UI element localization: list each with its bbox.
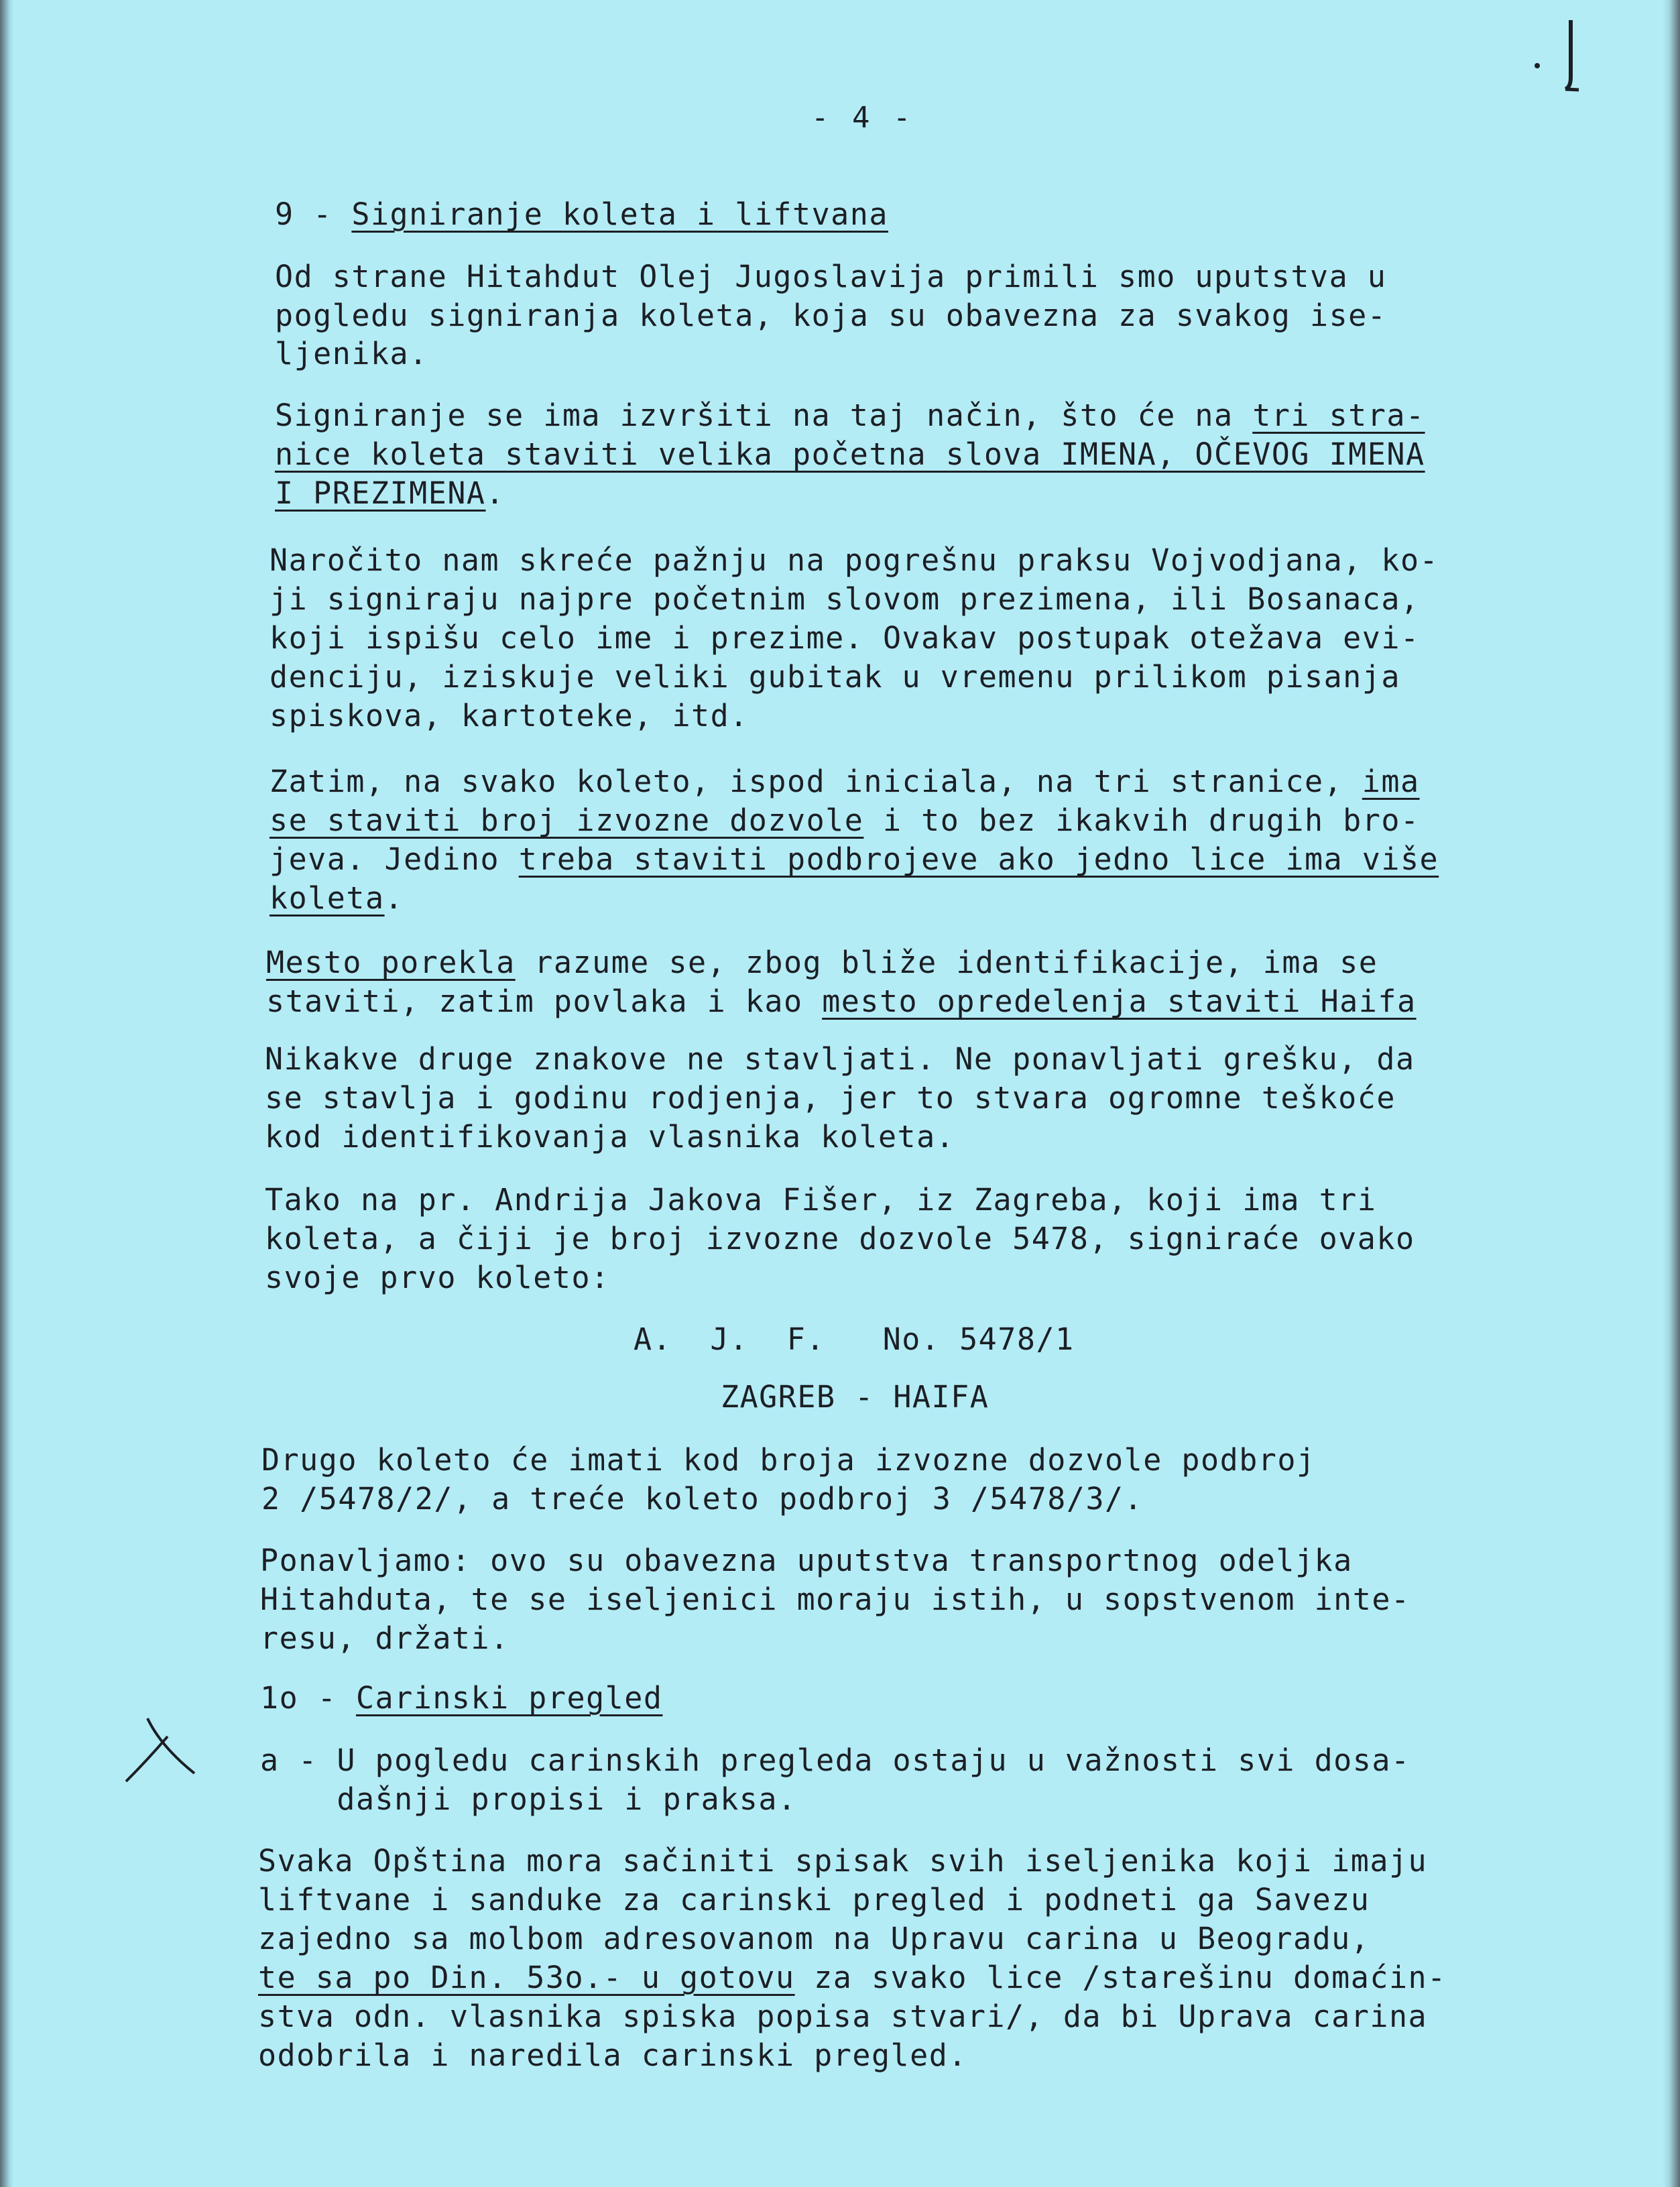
handwritten-x-mark-icon — [121, 1706, 201, 1787]
section-9-number: 9 - — [275, 196, 333, 232]
para4-line4 — [269, 880, 404, 917]
para5-line1-underlined: Mesto porekla — [266, 945, 516, 980]
para4-line3 — [269, 841, 1439, 878]
item-a-line2: dašnji propisi i praksa. — [260, 1781, 797, 1817]
s10-para-line5: stva odn. vlasnika spiska popisa stvari/, da bi Uprava carina — [258, 1999, 1428, 2034]
para5-line1 — [266, 944, 1378, 982]
para3-line2: ji signiraju najpre početnim slovom prezimena, ili Bosanaca, — [269, 581, 1420, 617]
page-number: - 4 - — [811, 101, 914, 135]
s10-para-line4 — [258, 1959, 1447, 1997]
para9-line1: Ponavljamo: ovo su obavezna uputstva transportnog odeljka — [260, 1543, 1353, 1578]
s10-para-line4-underlined: te sa po Din. 53o.- u gotovu — [258, 1960, 795, 1995]
para2-line2: nice koleta staviti velika početna slova IMENA, OČEVOG IMENA — [275, 436, 1425, 472]
para2-line1 — [275, 397, 1425, 434]
para1-line1: Od strane Hitahdut Olej Jugoslavija primili smo uputstva u — [275, 259, 1387, 294]
section-9-title: Signiranje koleta i liftvana — [351, 196, 888, 232]
para6-line3: kod identifikovanja vlasnika koleta. — [265, 1119, 955, 1155]
para6-line2: se stavlja i godinu rodjenja, jer to stvara ogromne teškoće — [265, 1080, 1396, 1116]
scan-left-edge — [0, 0, 13, 2187]
para8-line1: Drugo koleto će imati kod broja izvozne dozvole podbroj — [261, 1442, 1316, 1478]
para7-line2: koleta, a čiji je broj izvozne dozvole 5478, signiraće ovako — [265, 1221, 1415, 1256]
section-10-title: Carinski pregled — [355, 1680, 663, 1716]
para4-line2-text: i to bez ikakvih drugih bro- — [863, 803, 1420, 838]
para4-line2-underlined: se staviti broj izvozne dozvole — [269, 803, 864, 838]
para5-line2 — [266, 983, 1417, 1020]
s10-para-line1: Svaka Opština mora sačiniti spisak svih iseljenika koji imaju — [258, 1843, 1428, 1879]
para2-line3 — [275, 475, 505, 512]
para4-line4-end: . — [384, 880, 404, 916]
para5-line2-underlined: mesto opredelenja staviti Haifa — [822, 984, 1417, 1019]
para3-line3: koji ispišu celo ime i prezime. Ovakav postupak otežava evi- — [269, 620, 1420, 656]
para4-line3-underlined: treba staviti podbrojeve ako jedno lice ima više — [518, 841, 1439, 877]
para4-line4-underlined: koleta — [269, 880, 385, 916]
para2-line1-text: Signiranje se ima izvršiti na taj način, što će na — [275, 398, 1253, 433]
para5-line2-text: staviti, zatim povlaka i kao — [266, 984, 823, 1019]
scan-right-edge — [1663, 0, 1680, 2187]
example-signature-line: A. J. F. No. 5478/1 — [634, 1321, 1075, 1357]
para4-line3-text: jeva. Jedino — [269, 841, 519, 877]
para5-line1-text: razume se, zbog bliže identifikacije, ima se — [515, 945, 1378, 980]
para6-line1: Nikakve druge znakove ne stavljati. Ne ponavljati grešku, da — [265, 1041, 1415, 1077]
section-10-heading — [260, 1679, 662, 1717]
s10-para-line6: odobrila i naredila carinski pregled. — [258, 2037, 967, 2073]
section-9-heading — [275, 196, 888, 233]
para8-line2: 2 /5478/2/, a treće koleto podbroj 3 /5478/3/. — [261, 1481, 1144, 1517]
para3-line4: denciju, iziskuje veliki gubitak u vremenu prilikom pisanja — [269, 659, 1400, 695]
para1-line2: pogledu signiranja koleta, koja su obavezna za svakog ise- — [275, 298, 1387, 333]
para7-line1: Tako na pr. Andrija Jakova Fišer, iz Zagreba, koji ima tri — [265, 1182, 1377, 1218]
para2-line3-underlined: I PREZIMENA — [275, 475, 486, 511]
para4-line2 — [269, 802, 1420, 839]
para4-line1-text: Zatim, na svako koleto, ispod iniciala, na tri stranice, — [269, 764, 1362, 799]
example-route-line: ZAGREB - HAIFA — [721, 1379, 989, 1415]
para3-line5: spiskova, kartoteke, itd. — [269, 698, 749, 733]
s10-para-line4-text: za svako lice /starešinu domaćin- — [794, 1960, 1447, 1995]
para2-line1-underlined: tri stra- — [1252, 398, 1425, 433]
s10-para-line2: liftvane i sanduke za carinski pregled i podneti ga Savezu — [258, 1882, 1370, 1917]
section-10-number: 1o - — [260, 1680, 337, 1716]
item-a-line1: a - U pogledu carinskih pregleda ostaju u važnosti svi dosa- — [260, 1742, 1411, 1778]
para4-line1-underlined: ima — [1362, 764, 1420, 799]
para2-line3-end: . — [485, 475, 505, 511]
para1-line3: ljenika. — [275, 336, 428, 371]
para3-line1: Naročito nam skreće pažnju na pogrešnu praksu Vojvodjana, ko- — [269, 542, 1439, 578]
s10-para-line3: zajedno sa molbom adresovanom na Upravu carina u Beogradu, — [258, 1921, 1370, 1956]
para9-line2: Hitahduta, te se iseljenici moraju istih, u sopstvenom inte- — [260, 1582, 1411, 1617]
para7-line3: svoje prvo koleto: — [265, 1260, 610, 1295]
para9-line3: resu, držati. — [260, 1620, 509, 1656]
para4-line1 — [269, 763, 1420, 801]
paperclip-mark-icon — [1532, 20, 1585, 94]
